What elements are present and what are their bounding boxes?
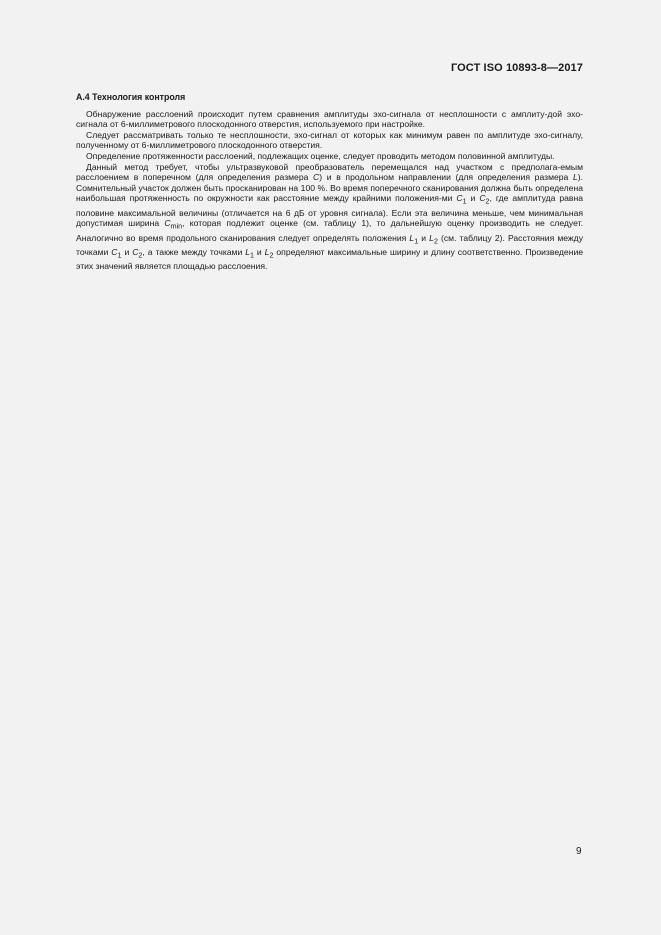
paragraph-half-amplitude: Определение протяженности расслоений, подлежащих оценке, следует проводить методом половинной амплитуды. [86,150,555,161]
paragraph-method: Данный метод требует, чтобы ультразвуковой преобразователь перемещался над участком с предполага-емым расслоением в поперечном (для определения размера C) и в продольном направлении (для определения размера L). Сомнительный участок должен быть просканирован на 100 %. Во время поперечного сканирования должна быть определена наибольшая протяженность по окружности как расстояние между крайними положения-ми $C_1$ и $C_2$, где амплитуда равна половине максимальной величины (отличается на 6 дБ от уровня сигнала). Если эта величина меньше, чем минимальная допустимая ширина $C_{min}$, которая подлежит оценке (см. таблицу 1), то дальнейшую оценку производить не следует. Аналогично во время продольного сканирования следует определять положения $L_1$ и $L_2$ (см. таблицу 2). Расстояния между точками $C_1$ и $C_2$, а также между точками $L_1$ и $L_2$ определяют максимальные ширину и длину соответственно. Произведение этих значений является площадью расслоения. [76,161,584,272]
paragraph-detection: Обнаружение расслоений происходит путем сравнения амплитуды эхо-сигнала от несплошности с амплиту-дой эхо-сигнала от 6-миллиметрового плоскодонного отверстия, используемого при настройке. [76,108,583,130]
document-id-header: ГОСТ ISO 10893-8—2017 [450,62,583,74]
main-content [76,92,583,272]
section-title: А.4 Технология контроля [76,92,186,102]
paragraph-consideration: Следует рассматривать только те несплошности, эхо-сигнал от которых как минимум равен по амплитуде эхо-сигналу, полученному от 6-миллиметрового плоскодонного отверстия. [76,129,583,151]
page-number: 9 [576,846,582,857]
